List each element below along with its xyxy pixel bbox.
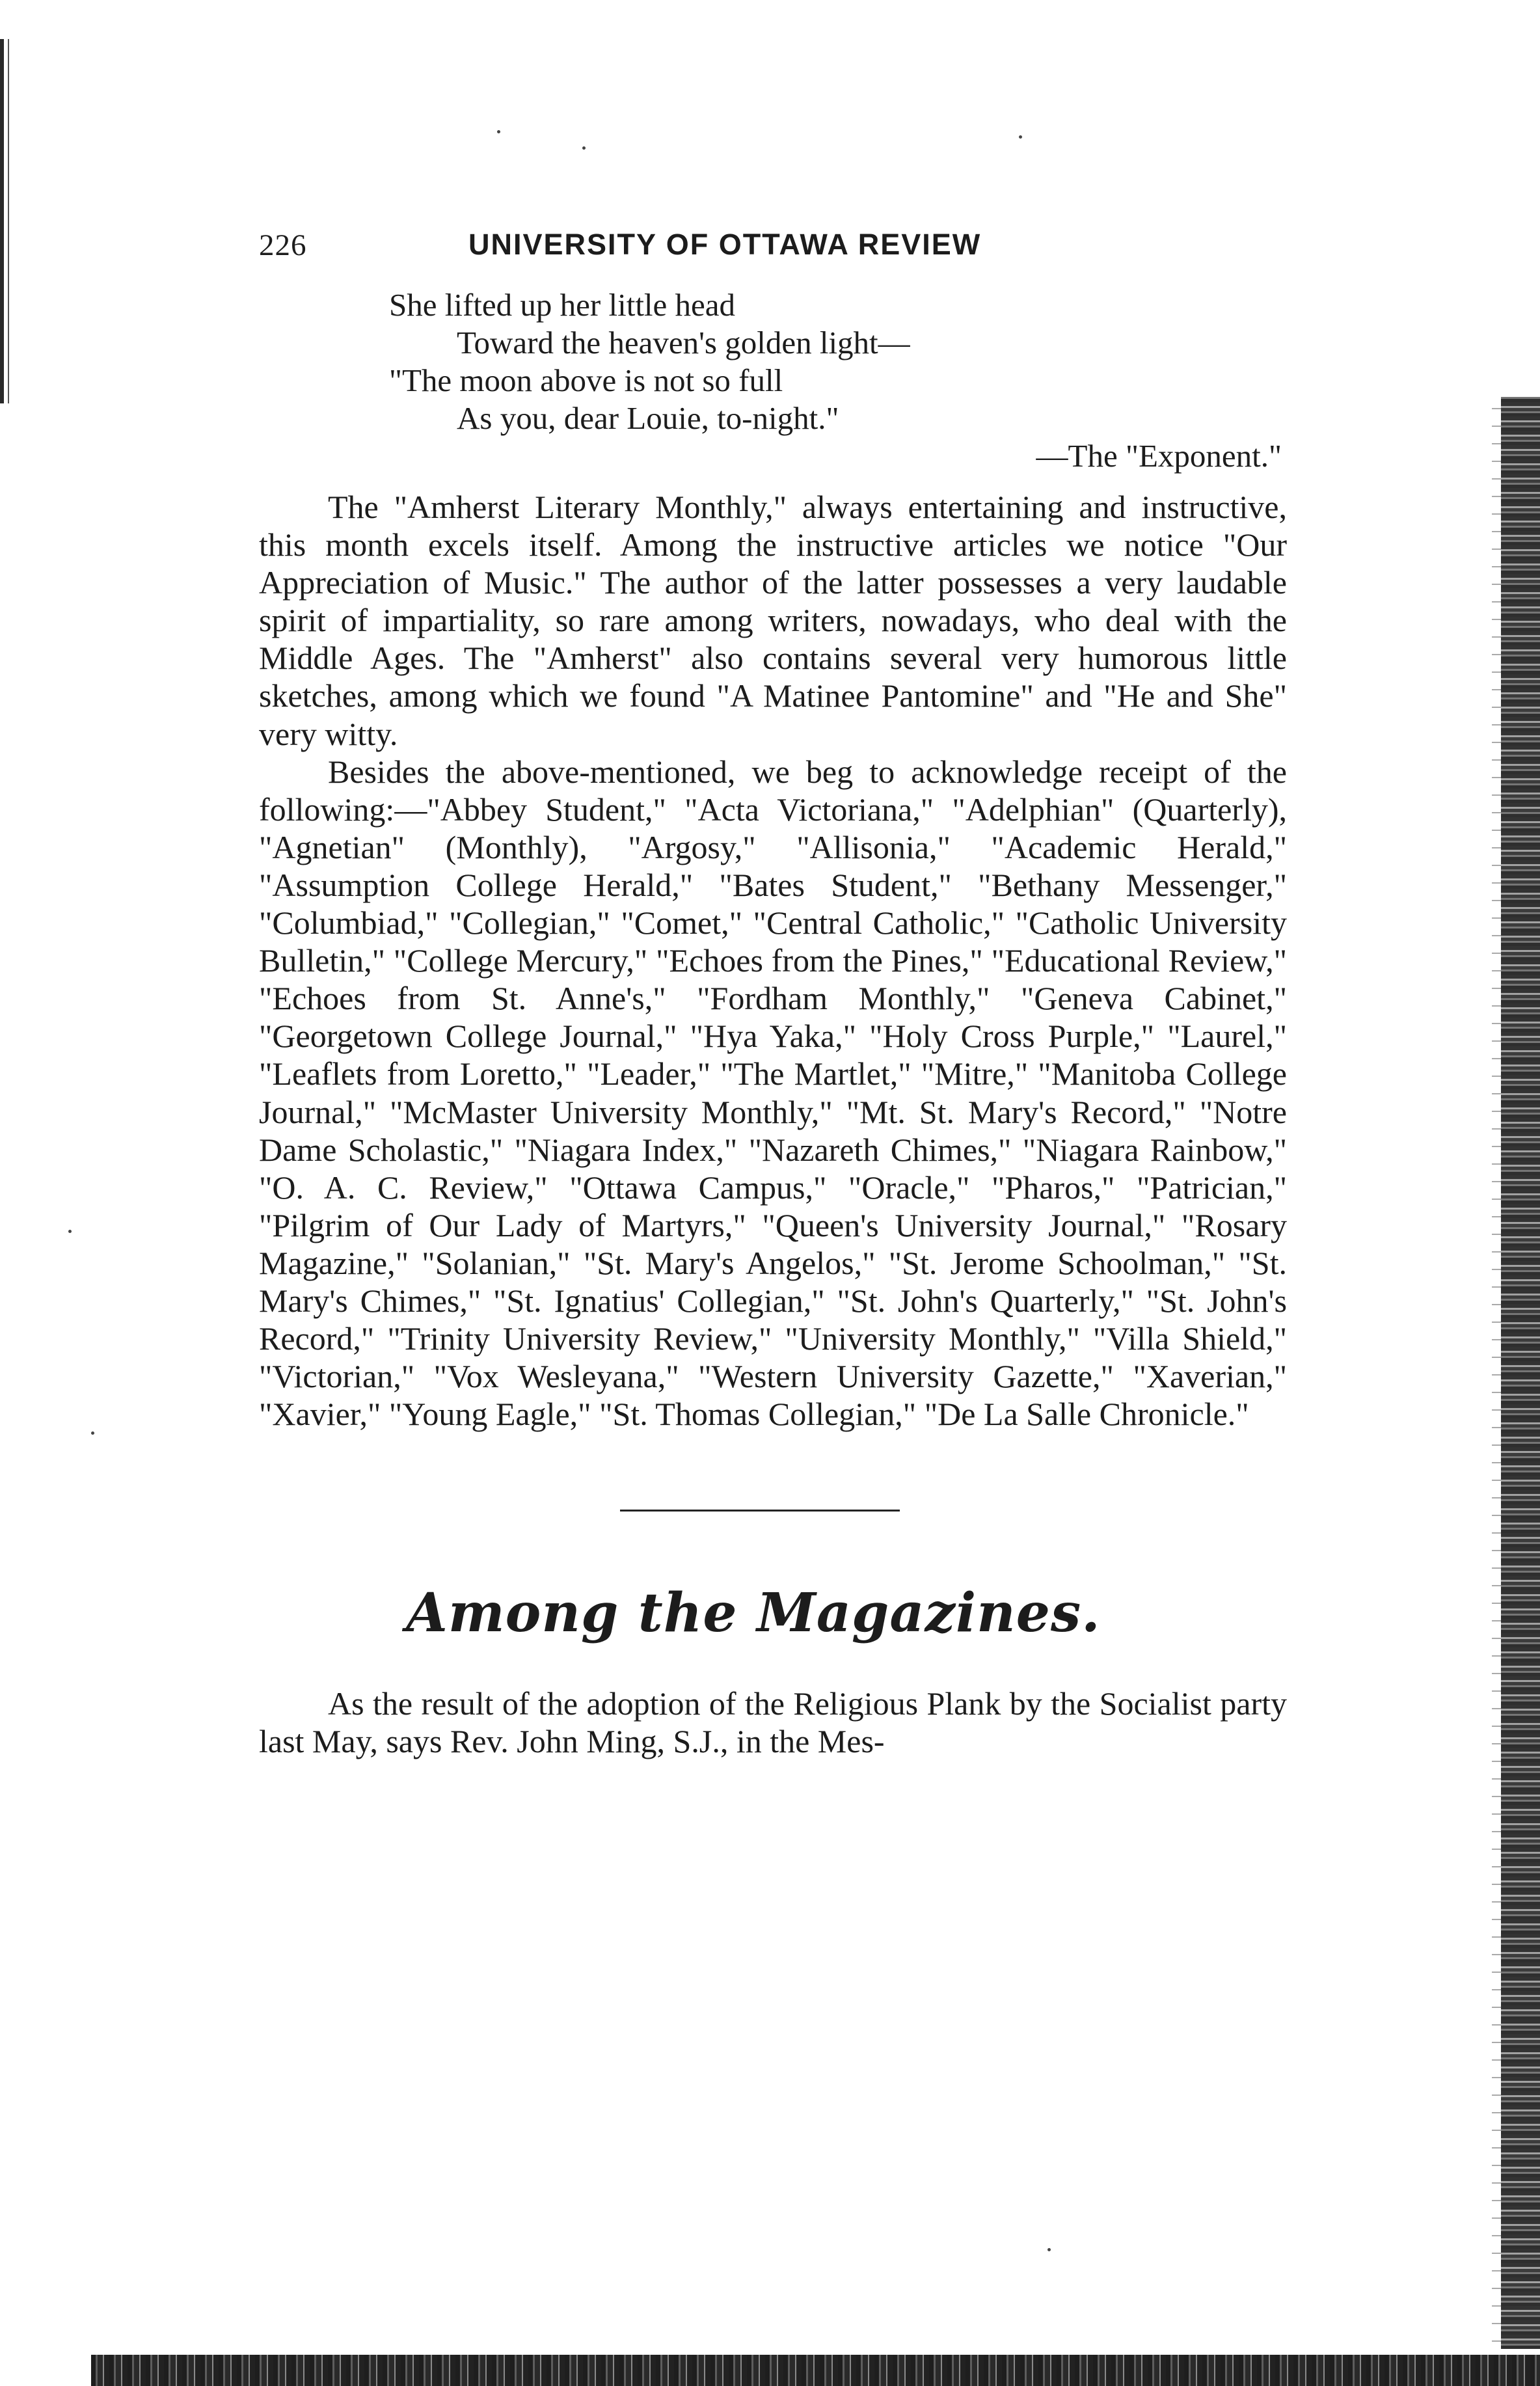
page-header [259,228,1287,273]
poem-line: Toward the heaven's golden light— [457,325,910,360]
poem-line: As you, dear Louie, to-night." [457,400,839,436]
scan-speck [1047,2248,1051,2251]
poem [259,286,1287,475]
paragraph-amherst-review: The "Amherst Literary Monthly," always entertaining and instructive, this month excels itself. Among the instructive articles we notice "Our Appreciation of Music." The author of the latter possesses a very laudable spirit of impartiality, so rare among writers, nowadays, who deal with the Middle Ages. The "Amherst" also contains several very humorous little sketches, among which we found "A Matinee Pantomine" and "He and She" very witty. [259,489,1287,752]
page-number: 226 [259,228,307,262]
scan-left-edge [0,39,14,403]
scan-speck [582,146,586,150]
poem-line: She lifted up her little head [389,287,736,323]
scan-speck [1019,135,1022,139]
scan-speck [497,130,500,133]
scan-speck [91,1431,94,1435]
paragraph-exchanges-list: Besides the above-mentioned, we beg to acknowledge receipt of the following:—"Abbey Student," "Acta Victoriana," "Adelphian" (Quarterly), "Agnetian" (Monthly), "Argosy," "Allisonia," "Academic Herald," "Assumption College Herald," "Bates Student," "Bethany Messenger," "Columbiad," "Collegian," "Comet," "Central Catholic," "Catholic University Bulletin," "College Mercury," "Echoes from the Pines," "Educational Review," "Echoes from St. Anne's," "Fordham Monthly," "Geneva Cabinet," "Georgetown College Journal," "Hya Yaka," "Holy Cross Purple," "Laurel," "Leaflets from Loretto," "Leader," "The Martlet," "Mitre," "Manitoba College Journal," "McMaster University Monthly," "Mt. St. Mary's Record," "Notre Dame Scholastic," "Niagara Index," "Nazareth Chimes," "Niagara Rainbow," "O. A. C. Review," "Ottawa Campus," "Oracle," "Pharos," "Patrician," "Pilgrim of Our Lady of Martyrs," "Queen's University Journal," "Rosary Magazine," "Solanian," "St. Mary's Angelos," "St. Jerome Schoolman," "St. Mary's Chimes," "St. Ignatius' Collegian," "St. John's Quarterly," "St. John's Record," "Trinity University Review," "University Monthly," "Villa Shield," "Victorian," "Vox Wesleyana," "Western University Gazette," "Xaverian," "Xavier," "Young Eagle," "St. Thomas Collegian," "De La Salle Chronicle." [259,753,1287,1433]
scan-bottom-strip [91,2355,1540,2386]
paragraph-magazines-intro: As the result of the adoption of the Religious Plank by the Socialist party last May, says Rev. John Ming, S.J., in the Mes- [259,1685,1287,1760]
section-heading: Among the Magazines. [406,1582,1101,1645]
page-body [259,228,1287,1761]
poem-line: "The moon above is not so full [389,362,783,398]
scan-speck [68,1230,72,1233]
section-divider [620,1510,900,1512]
running-title: UNIVERSITY OF OTTAWA REVIEW [468,228,982,261]
scan-right-edge [1501,397,1540,2349]
poem-attribution: —The "Exponent." [1036,438,1282,474]
